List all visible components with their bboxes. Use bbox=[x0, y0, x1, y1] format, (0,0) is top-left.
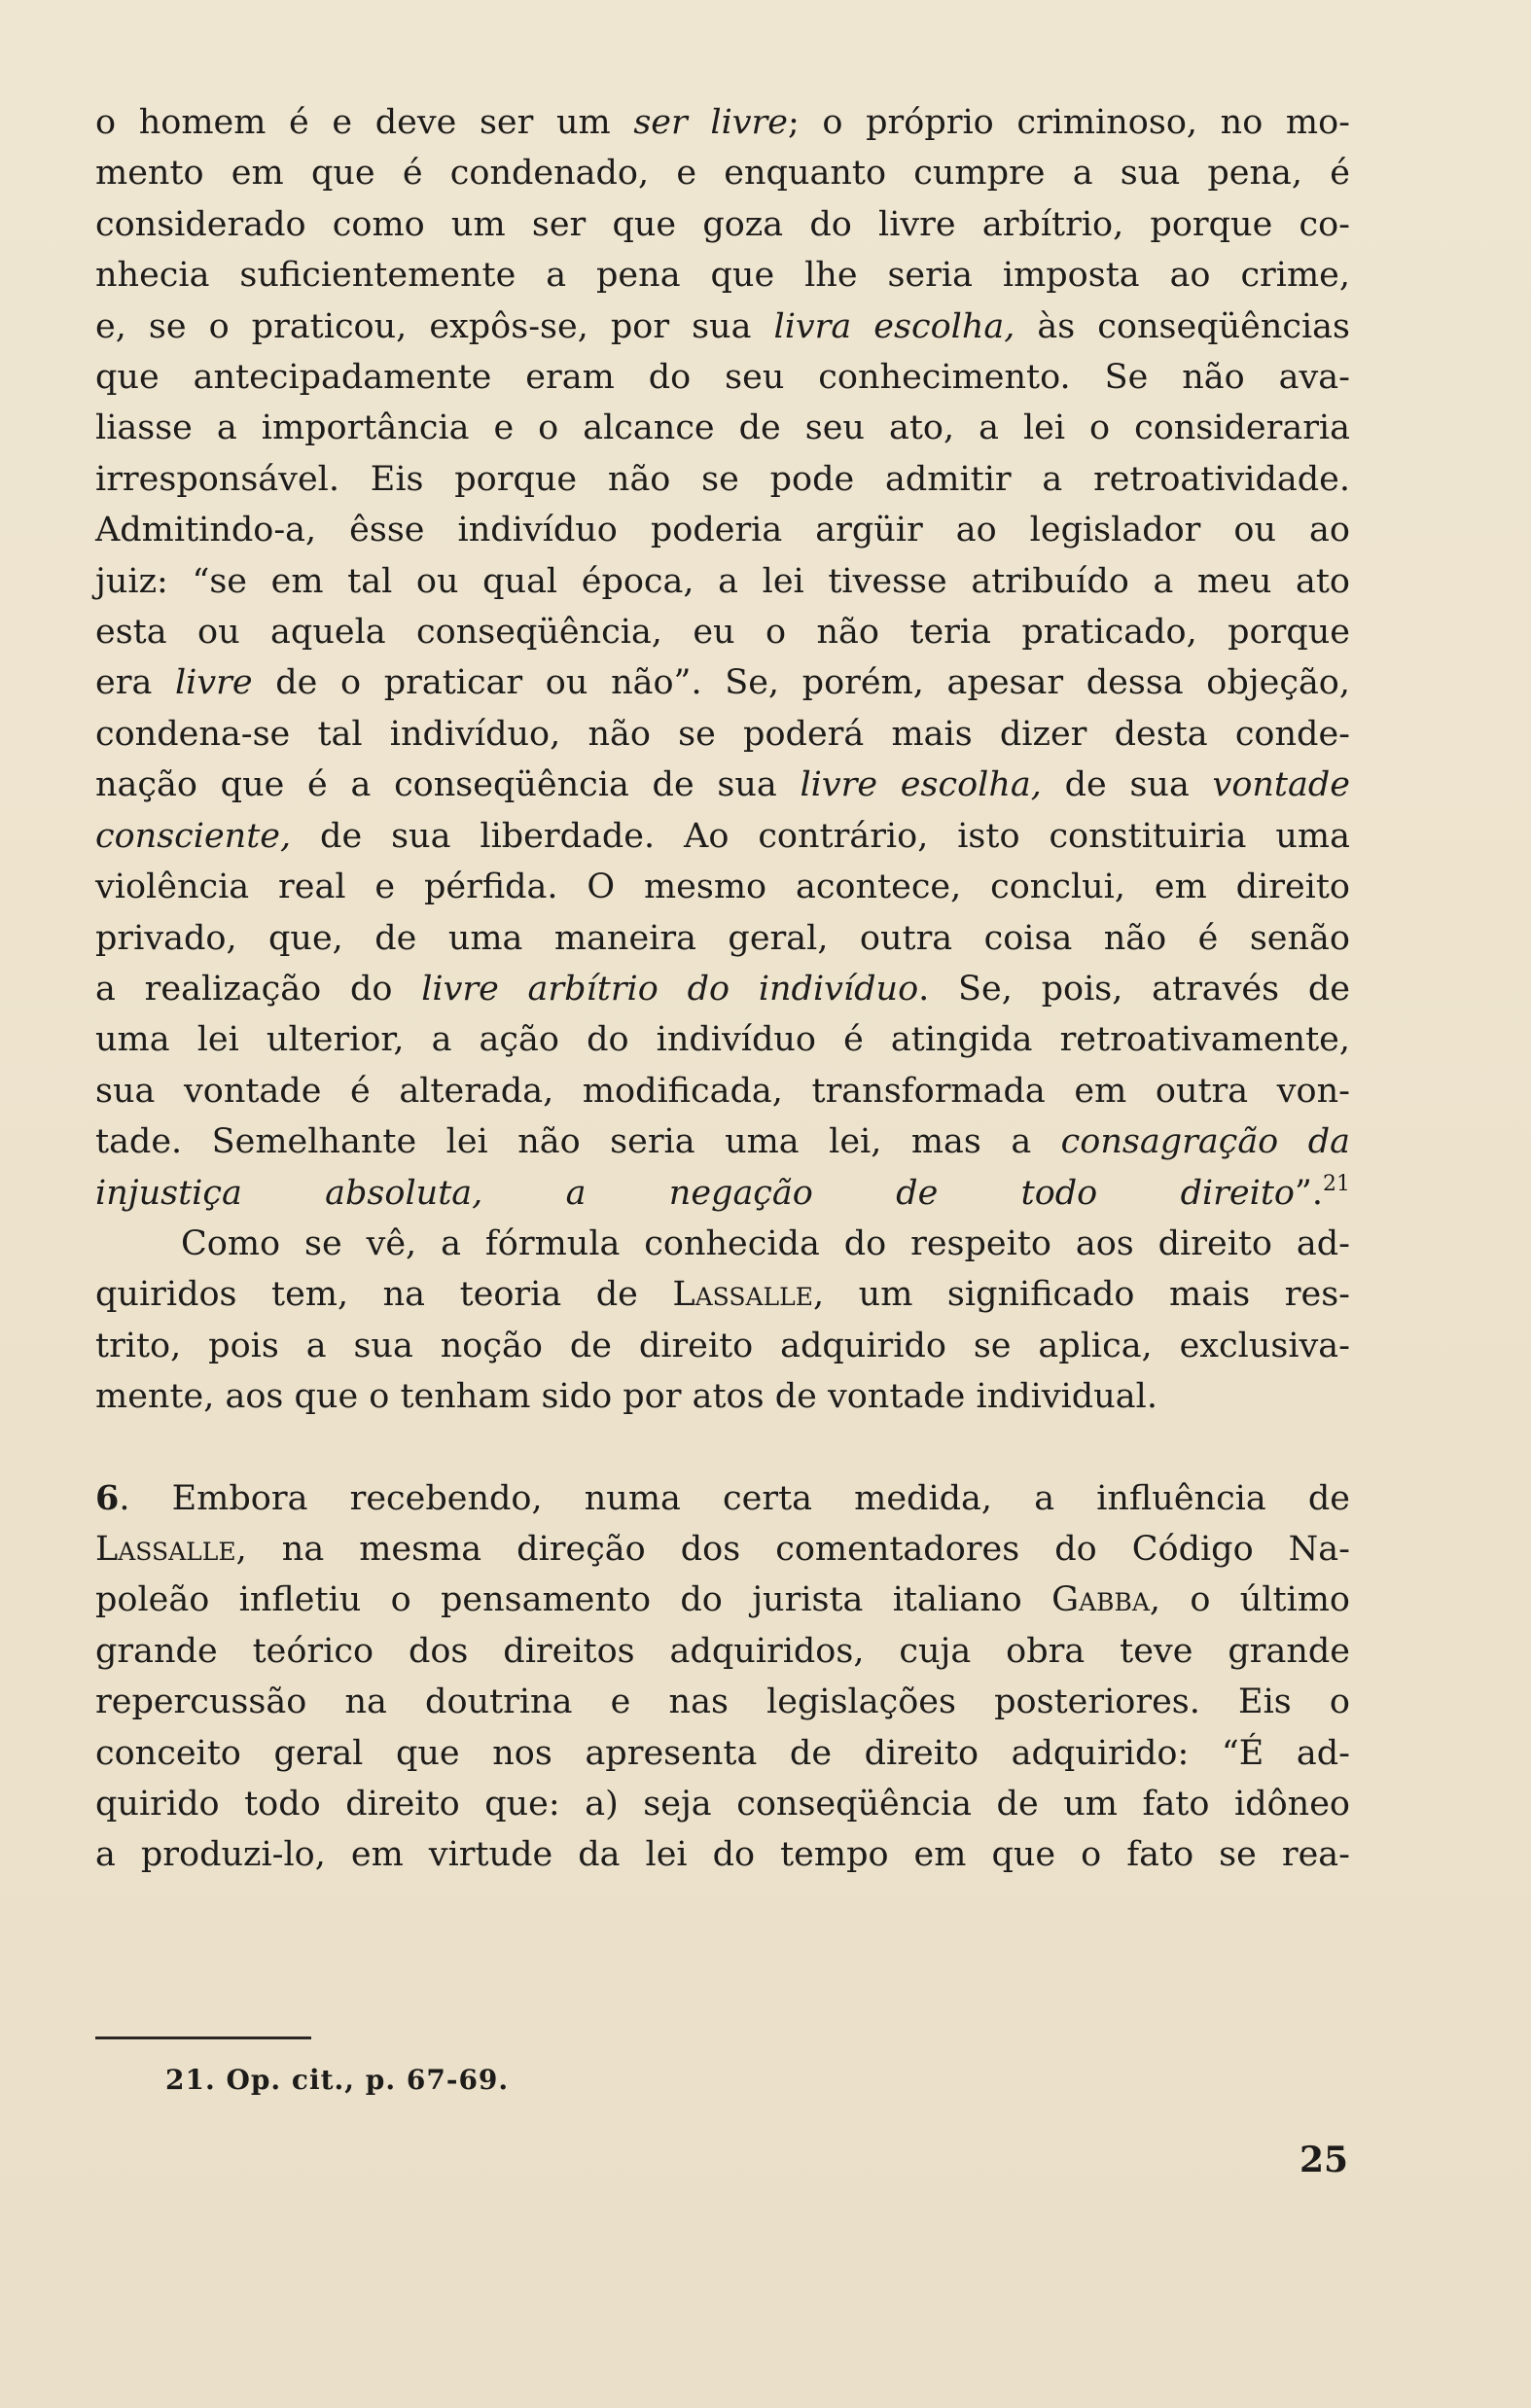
text-line: juiz: “se em tal ou qual época, a lei tivesse atribuído a meu ato bbox=[95, 561, 1350, 601]
paragraph-3-section-6 bbox=[95, 1473, 1350, 1881]
text-line: 6. Embora recebendo, numa certa medida, a influência de bbox=[95, 1477, 1350, 1518]
paragraph-gap bbox=[95, 1423, 1350, 1473]
text-line: o homem é e deve ser um ser livre; o próprio criminoso, no mo- bbox=[95, 103, 1350, 142]
text-line: que antecipadamente eram do seu conhecimento. Se não ava- bbox=[95, 358, 1350, 398]
text-line: condena-se tal indivíduo, não se poderá mais dizer desta conde- bbox=[95, 714, 1350, 754]
text-line: e, se o praticou, expôs-se, por sua livra escolha, às conseqüências bbox=[95, 306, 1350, 346]
text-line: nação que é a conseqüência de sua livre escolha, de sua vontade bbox=[95, 765, 1350, 805]
paragraph-2 bbox=[95, 1219, 1350, 1423]
text-line: quiridos tem, na teoria de Lassalle, um significado mais res- bbox=[95, 1275, 1350, 1315]
text-line: quirido todo direito que: a) seja conseqüência de um fato idôneo bbox=[95, 1785, 1350, 1824]
text-line: injustiça absoluta, a negação de todo direito”.$^{21}$ bbox=[95, 1171, 1350, 1213]
text-line: liasse a importância e o alcance de seu ato, a lei o consideraria bbox=[95, 408, 1350, 448]
text-line: uma lei ulterior, a ação do indivíduo é atingida retroativamente, bbox=[95, 1020, 1350, 1060]
text-line: Lassalle, na mesma direção dos comentadores do Código Na- bbox=[95, 1529, 1350, 1569]
text-line: violência real e pérfida. O mesmo acontece, conclui, em direito bbox=[95, 868, 1350, 907]
footnote-rule bbox=[95, 2036, 311, 2039]
paragraph-1 bbox=[95, 97, 1350, 1219]
page-number: 25 bbox=[1300, 2140, 1349, 2180]
footnote-21: 21. Op. cit., p. 67-69. bbox=[165, 2064, 510, 2096]
text-line: esta ou aquela conseqüência, eu o não teria praticado, porque bbox=[95, 613, 1350, 653]
text-line: poleão infletiu o pensamento do jurista italiano Gabba, o último bbox=[95, 1580, 1350, 1620]
text-line: Admitindo-a, êsse indivíduo poderia argüir ao legislador ou ao bbox=[95, 511, 1350, 550]
text-line: mento em que é condenado, e enquanto cumpre a sua pena, é bbox=[95, 154, 1350, 194]
text-line: tade. Semelhante lei não seria uma lei, mas a consagração da bbox=[95, 1122, 1350, 1162]
text-line: consciente, de sua liberdade. Ao contrário, isto constituiria uma bbox=[95, 816, 1350, 856]
text-line: trito, pois a sua noção de direito adquirido se aplica, exclusiva- bbox=[95, 1326, 1350, 1365]
text-line: a realização do livre arbítrio do indivíduo. Se, pois, através de bbox=[95, 969, 1350, 1009]
text-line: mente, aos que o tenham sido por atos de vontade individual. bbox=[95, 1377, 1157, 1417]
text-line: repercussão na doutrina e nas legislações posteriores. Eis o bbox=[95, 1682, 1350, 1722]
text-line: irresponsável. Eis porque não se pode admitir a retroatividade. bbox=[95, 459, 1350, 499]
text-line: Como se vê, a fórmula conhecida do respeito aos direito ad- bbox=[181, 1223, 1350, 1263]
text-line: a produzi-lo, em virtude da lei do tempo em que o fato se rea- bbox=[95, 1835, 1350, 1875]
text-line: grande teórico dos direitos adquiridos, cuja obra teve grande bbox=[95, 1631, 1350, 1671]
text-line: conceito geral que nos apresenta de direito adquirido: “É ad- bbox=[95, 1733, 1350, 1773]
text-line: sua vontade é alterada, modificada, transformada em outra von- bbox=[95, 1071, 1350, 1111]
text-line: privado, que, de uma maneira geral, outra coisa não é senão bbox=[95, 918, 1350, 958]
body-text bbox=[95, 97, 1350, 1881]
text-line: era livre de o praticar ou não”. Se, porém, apesar dessa objeção, bbox=[95, 663, 1351, 703]
text-line: considerado como um ser que goza do livre arbítrio, porque co- bbox=[95, 204, 1350, 244]
text-line: nhecia suficientemente a pena que lhe seria imposta ao crime, bbox=[95, 256, 1350, 296]
